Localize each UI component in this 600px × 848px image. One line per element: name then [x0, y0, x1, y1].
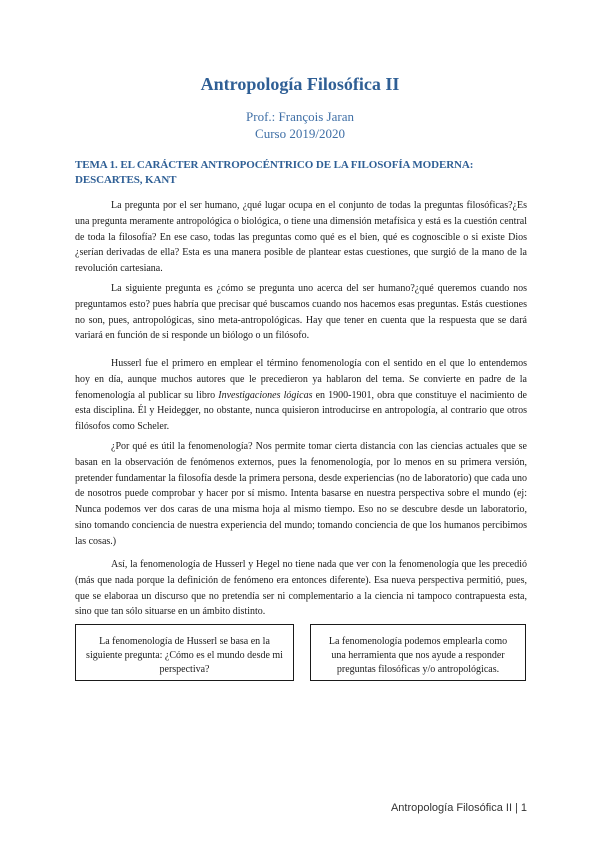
document-title: Antropología Filosófica II — [200, 74, 400, 94]
course-year: Curso 2019/2020 — [255, 126, 345, 141]
paragraph-3-start: Husserl fue el primero en emplear el término fenomenología con el sentido en el que lo entendemos hoy en día, aunque muchos autores que le precedieron ya hablaron del tema. Se convierte en padre de la fenomenología al publicar su libro — [75, 358, 527, 401]
paragraph-3-end: en 1900-1901, obra que constituye el nacimiento de esta disciplina. Él y Heidegger, no obstante, nunca quisieron introducirse en antropología, al contrario que otros filósofos como Scheler. — [75, 389, 527, 433]
book-title: Investigaciones lógicas — [218, 389, 313, 401]
page-number: 1 — [520, 802, 527, 814]
paragraph-1: La pregunta por el ser humano, ¿qué lugar ocupa en el conjunto de todas la preguntas filosóficas?¿Es una pregunta meramente antropológica o biológica, o tiene una dimensión metafísica y está es la cuestión central de toda la filosofía? En ese caso, todas las preguntas como qué es el bien, qué es cognoscible o si existe Dios ¿serían derivadas de ella? Esta es una manera posible de plantear estas cuestiones, que surgió de la mano de la revolución cartesiana. — [75, 200, 527, 275]
paragraph-2: La siguiente pregunta es ¿cómo se pregunta uno acerca del ser humano?¿qué queremos cuando nos preguntamos esto? pues habría que precisar qué buscamos cuando nos hacemos esas preguntas. Estás cuestiones no son, pues, antropológicas, sino meta-antropológicas. Hay que tener en cuenta que la respuesta que se dará variará en función de si responde un biólogo o un filósofo. — [75, 283, 527, 342]
summary-box-left: La fenomenología de Husserl se basa en la siguiente pregunta: ¿Cómo es el mundo desde mi perspectiva? — [75, 624, 294, 681]
paragraph-4: ¿Por qué es útil la fenomenología? Nos permite tomar cierta distancia con las ciencias actuales que se basan en la observación de fenómenos externos, pues la fenomenología, por lo menos en su primera versión, pretender fundamentar la filosofía desde la primera persona, desde experiencias (no de laboratorio) que cada uno de nosotros puede comprobar y hacer por sí mismo. Intenta basarse en nuestra perspectiva sobre el mundo (ej: Nunca podemos ver dos caras de una misma hoja al mismo tiempo. Eso no se descubre desde un laboratorio, sino tomando conciencia de nuestra experiencia del mundo; tomando conciencia de que los humanos percibimos las cosas.) — [75, 441, 527, 547]
footer-separator: | — [515, 802, 518, 814]
paragraph-3 — [75, 356, 527, 435]
professor-line: Prof.: François Jaran — [246, 109, 354, 124]
topic-heading: TEMA 1. EL CARÁCTER ANTROPOCÉNTRICO DE LA FILOSOFÍA MODERNA: DESCARTES, KANT — [75, 159, 474, 186]
summary-box-right: La fenomenología podemos emplearla como una herramienta que nos ayude a responder preguntas filosóficas y/o antropológicas. — [310, 624, 526, 681]
page-footer — [391, 802, 527, 814]
footer-label: Antropología Filosófica II — [390, 802, 513, 814]
paragraph-5: Así, la fenomenología de Husserl y Hegel no tiene nada que ver con la fenomenología que les precedió (más que nada porque la definición de fenómeno era entonces diferente). Esa nueva perspectiva permitió, pues, que se elaboraa un discurso que no pretendía ser ni complementario a la ciencia ni tampoco contrapuesta esta, sino que tan sólo situarse en un ámbito distinto. — [75, 559, 527, 618]
